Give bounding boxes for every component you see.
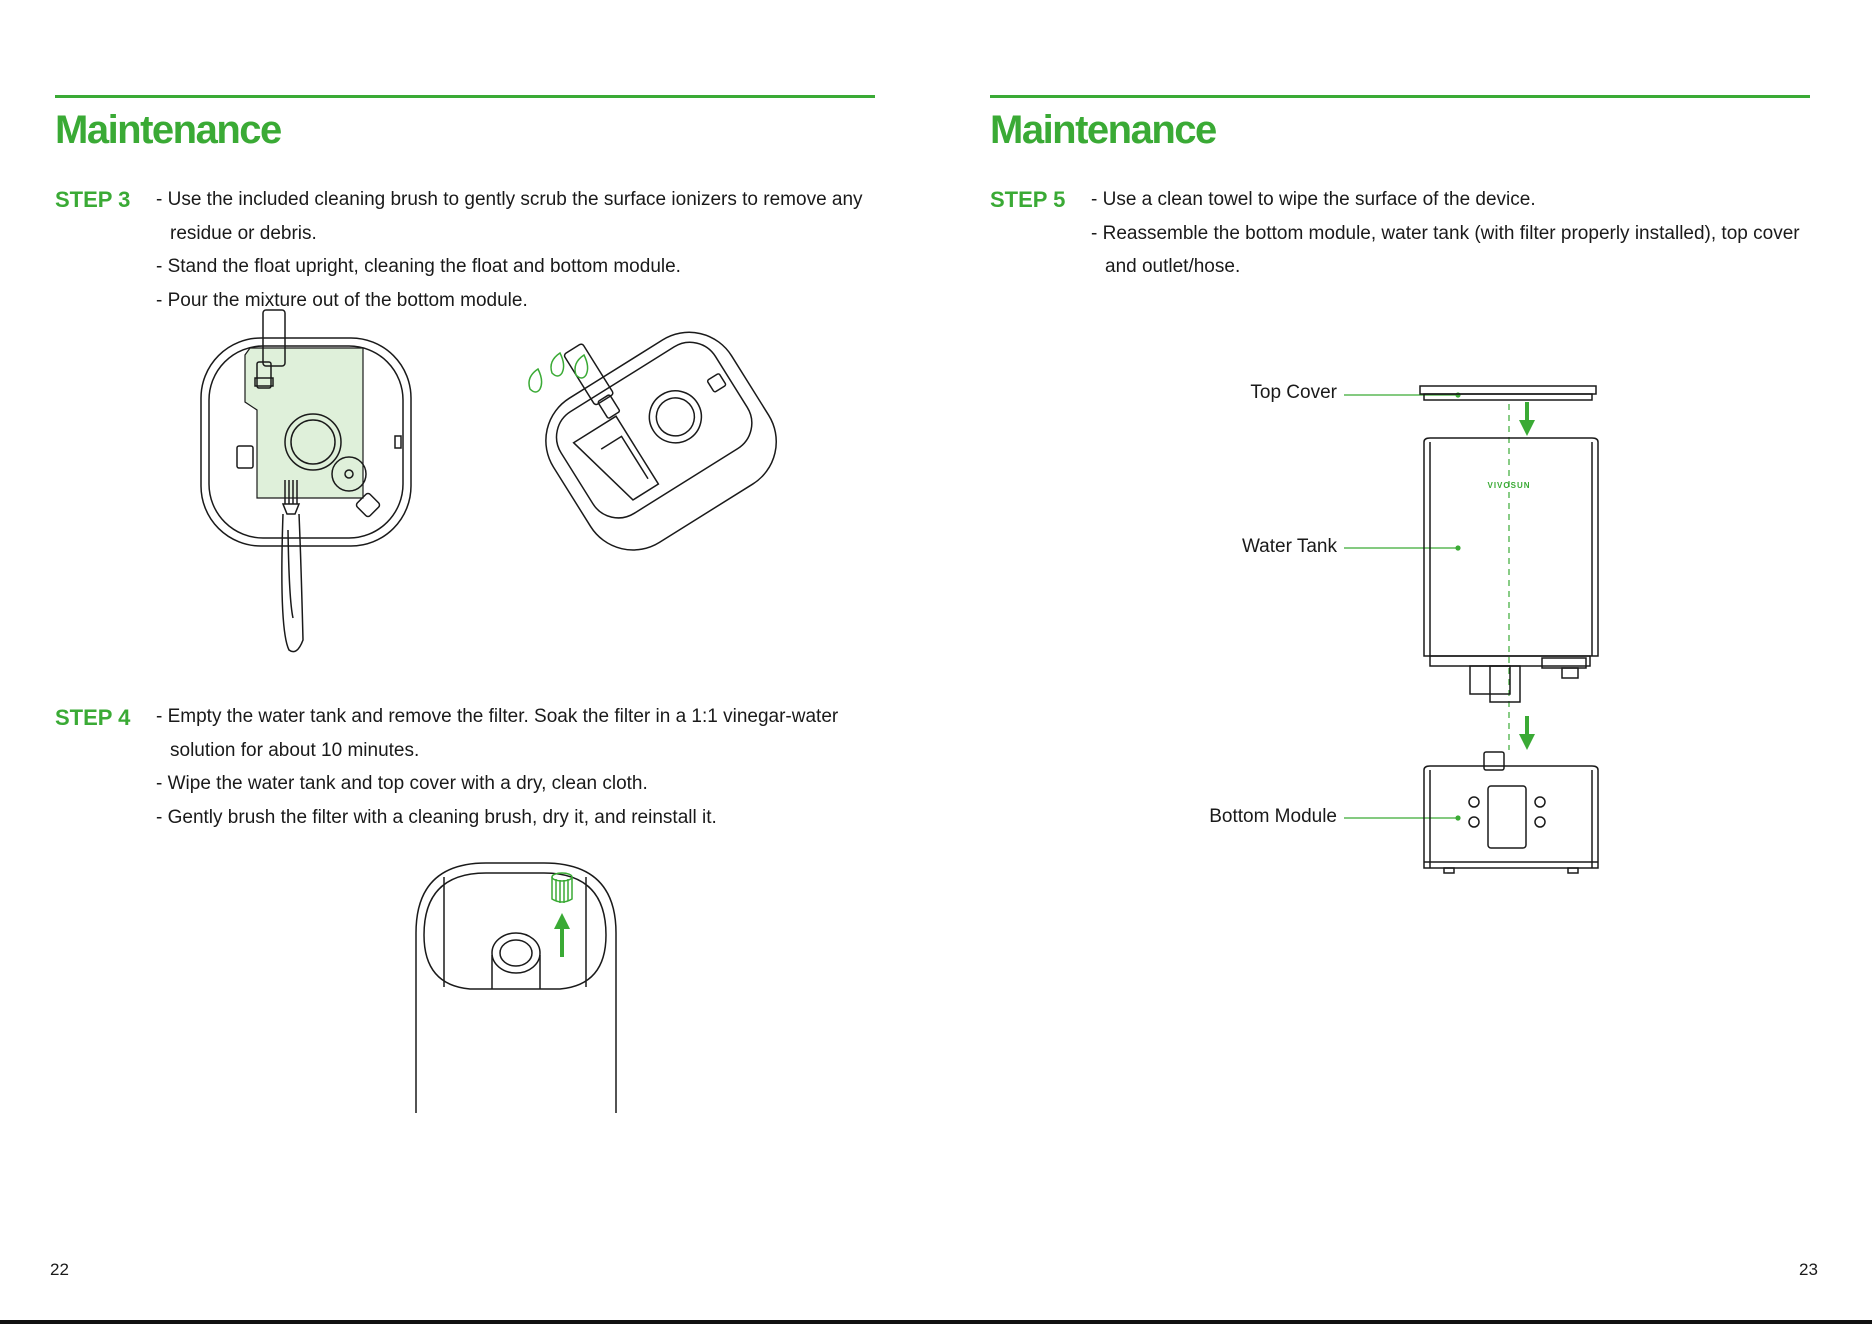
arrow-up-icon [554,913,570,957]
arrow-down-icon [1519,402,1535,750]
step4-bullet-1: - Empty the water tank and remove the filter. Soak the filter in a 1:1 vinegar-water solution for about 10 minutes. [156,706,839,761]
bottom-border [0,1320,1872,1324]
callout-bottom-module: Bottom Module [1209,806,1337,827]
bottom-module-part [1424,752,1598,873]
callout-top-cover: Top Cover [1250,382,1337,403]
assembly-diagram [1340,380,1620,880]
step3-bullet-1: - Use the included cleaning brush to gently scrub the surface ionizers to remove any residue or debris. [156,189,863,244]
top-cover-part [1420,386,1596,400]
callout-leader-lines [1344,393,1460,820]
step5-bullet-1: - Use a clean towel to wipe the surface of the device. [1091,189,1536,210]
callout-water-tank: Water Tank [1241,536,1337,557]
header-rule-left [55,95,875,98]
brush-icon [282,480,303,652]
step4-instructions [156,700,876,834]
step3-bullet-3: - Pour the mixture out of the bottom module. [156,289,528,311]
page-title-left: Maintenance [55,108,281,152]
step3-top-view-illustration [195,300,425,660]
step4-tank-illustration [410,855,630,1115]
step4-label: STEP 4 [55,705,131,730]
step4-bullet-2: - Wipe the water tank and top cover with a dry, clean cloth. [156,773,648,794]
header-rule-right [990,95,1810,98]
step5-bullet-2: - Reassemble the bottom module, water tank (with filter properly installed), top cover and outlet/hose. [1091,222,1800,277]
page-number-right: 23 [1799,1260,1818,1279]
page-number-left: 22 [50,1260,69,1279]
step5-instructions [1091,183,1811,284]
page-title-right: Maintenance [990,108,1216,152]
water-tank-part [1424,438,1598,702]
water-drop-icon [529,353,588,392]
step3-label: STEP 3 [55,187,131,212]
step5-label: STEP 5 [990,187,1066,212]
filter-icon [552,873,572,903]
step3-pour-illustration [520,295,800,565]
step3-bullet-2: - Stand the float upright, cleaning the float and bottom module. [156,256,681,277]
step4-bullet-3: - Gently brush the filter with a cleaning brush, dry it, and reinstall it. [156,806,717,828]
brand-logo: VIVOSUN [1487,481,1531,490]
